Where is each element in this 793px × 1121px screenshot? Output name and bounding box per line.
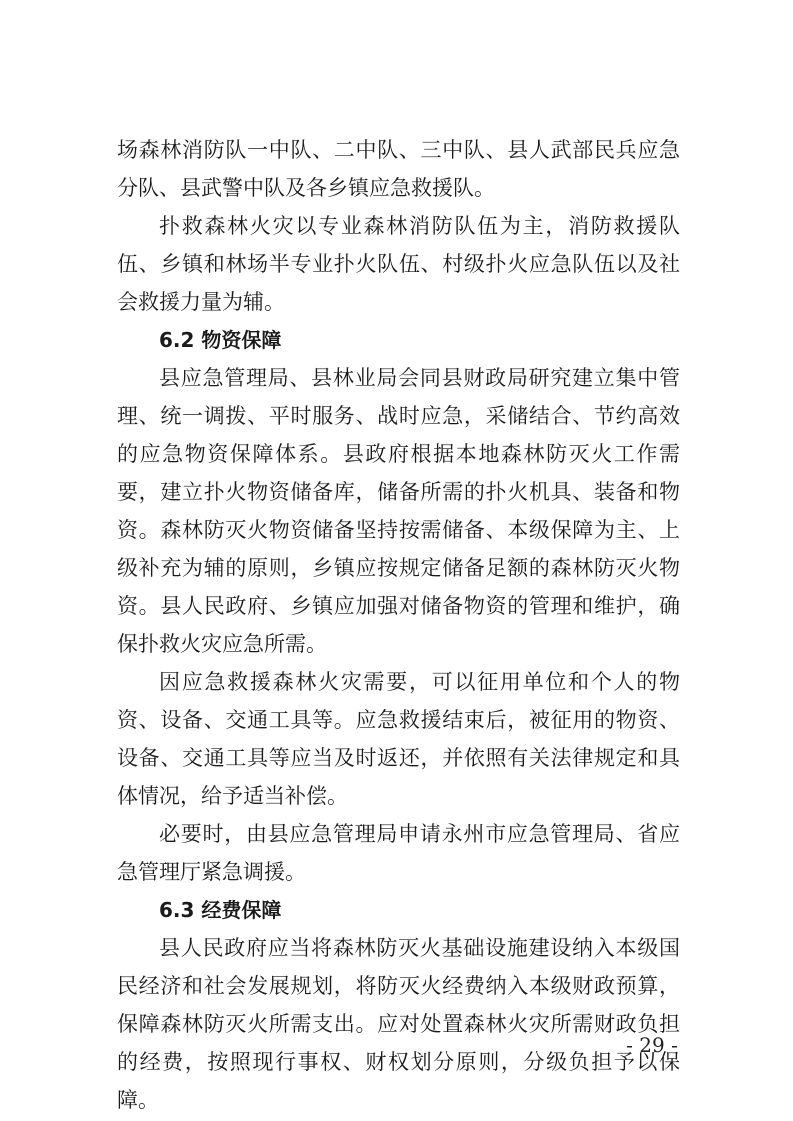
paragraph-material-reserve: 县应急管理局、县林业局会同县财政局研究建立集中管理、统一调拨、平时服务、战时应急，采储结合、节约高效的应急物资保障体系。县政府根据本地森林防灭火工作需要，建立扑火物资储备库，储备所需的扑火机具、装备和物资。森林防灭火物资储备坚持按需储备、本级保障为主、上级补充为辅的原则，乡镇应按规定储备足额的森林防灭火物资。县人民政府、乡镇应加强对储备物资的管理和维护，确保扑救火灾应急所需。: [117, 366, 680, 656]
paragraph-emergency-dispatch: 必要时，由县应急管理局申请永州市应急管理局、省应急管理厅紧急调援。: [117, 822, 680, 884]
paragraph-firefighting-forces: 扑救森林火灾以专业森林消防队伍为主，消防救援队伍、乡镇和林场半专业扑火队伍、村级扑火应急队伍以及社会救援力量为辅。: [117, 214, 680, 314]
page-number: - 29 -: [626, 1033, 678, 1057]
paragraph-funding: 县人民政府应当将森林防灭火基础设施建设纳入本级国民经济和社会发展规划，将防灭火经费纳入本级财政预算，保障森林防灭火所需支出。应对处置森林火灾所需财政负担的经费，按照现行事权、财权划分原则，分级负担予以保障。: [117, 936, 680, 1112]
section-heading-6-3: 6.3 经费保障: [159, 898, 282, 922]
section-heading-6-2: 6.2 物资保障: [159, 328, 282, 352]
paragraph-requisition: 因应急救援森林火灾需要，可以征用单位和个人的物资、设备、交通工具等。应急救援结束后，被征用的物资、设备、交通工具等应当及时返还，并依照有关法律规定和具体情况，给予适当补偿。: [117, 670, 680, 808]
paragraph-continuation: 场森林消防队一中队、二中队、三中队、县人武部民兵应急分队、县武警中队及各乡镇应急救援队。: [117, 138, 680, 200]
document-body: [117, 131, 680, 1119]
